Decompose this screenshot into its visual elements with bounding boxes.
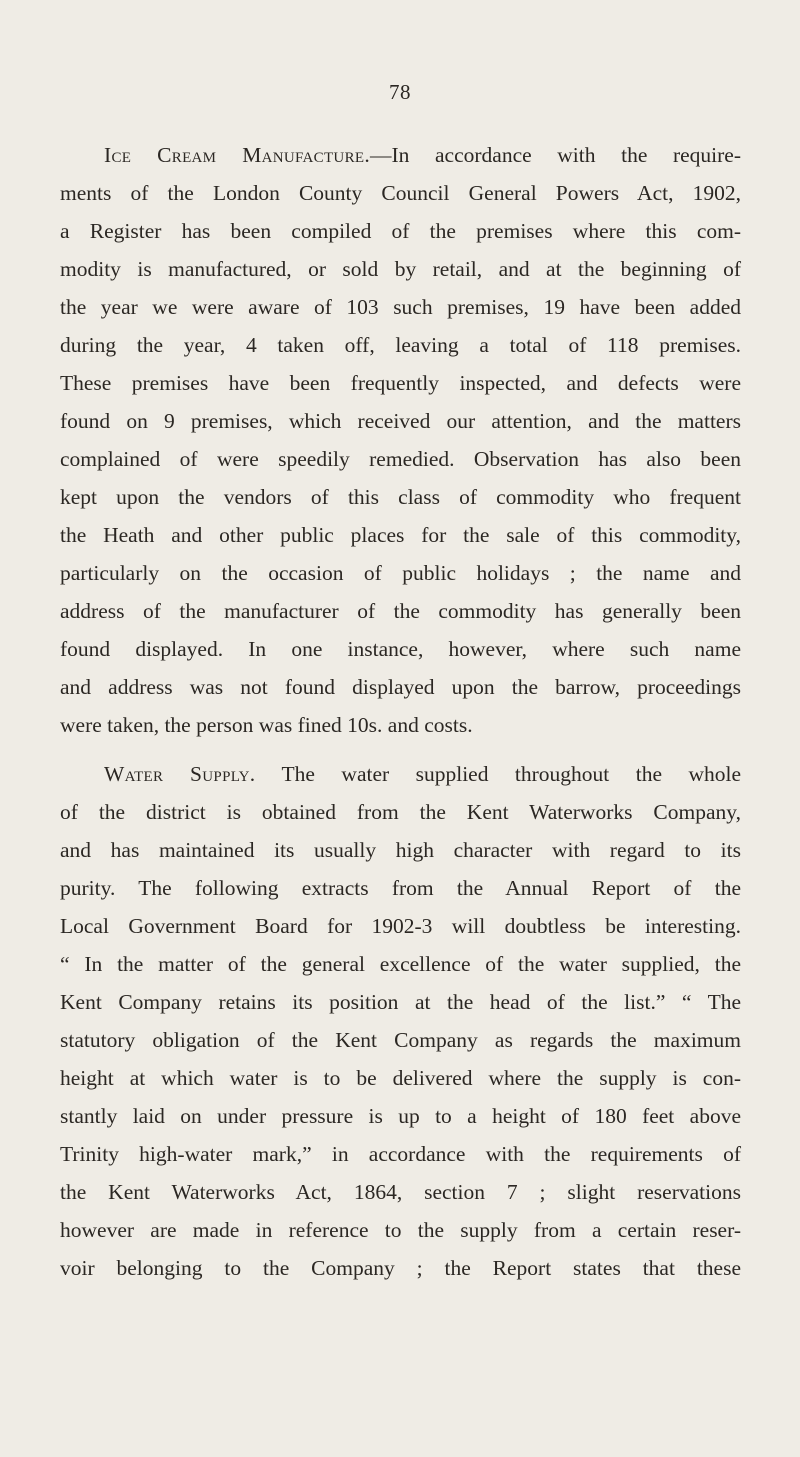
paragraph-line: Trinity high-water mark,” in accordance with the requirements of bbox=[60, 1142, 741, 1166]
paragraph-line: These premises have been frequently inspected, and defects were bbox=[60, 371, 741, 395]
paragraph-line: found on 9 premises, which received our attention, and the matters bbox=[60, 409, 741, 433]
paragraph-line: during the year, 4 taken off, leaving a total of 118 premises. bbox=[60, 333, 741, 357]
paragraph-line: and has maintained its usually high character with regard to its bbox=[60, 838, 741, 862]
paragraph-line: found displayed. In one instance, however, where such name bbox=[60, 637, 741, 661]
paragraph-line: purity. The following extracts from the Annual Report of the bbox=[60, 876, 741, 900]
paragraph-line: address of the manufacturer of the commodity has generally been bbox=[60, 599, 741, 623]
paragraph-line: voir belonging to the Company ; the Report states that these bbox=[60, 1256, 741, 1280]
paragraph-line: height at which water is to be delivered where the supply is con- bbox=[60, 1066, 741, 1090]
paragraph-line: modity is manufactured, or sold by retail, and at the beginning of bbox=[60, 257, 741, 281]
paragraph-line: were taken, the person was fined 10s. and costs. bbox=[60, 713, 473, 737]
paragraph-line: ments of the London County Council General Powers Act, 1902, bbox=[60, 181, 741, 205]
paragraph-line: complained of were speedily remedied. Observation has also been bbox=[60, 447, 741, 471]
paragraph-line: and address was not found displayed upon the barrow, proceedings bbox=[60, 675, 741, 699]
paragraph-line: however are made in reference to the supply from a certain reser- bbox=[60, 1218, 741, 1242]
paragraph-line: “ In the matter of the general excellence of the water supplied, the bbox=[60, 952, 741, 976]
paragraph-line: the Kent Waterworks Act, 1864, section 7 ; slight reservations bbox=[60, 1180, 741, 1204]
section-heading: Water Supply. bbox=[104, 762, 256, 786]
paragraph-line: particularly on the occasion of public holidays ; the name and bbox=[60, 561, 741, 585]
paragraph-line bbox=[104, 140, 741, 170]
line-text: The water supplied throughout the whole bbox=[255, 762, 741, 786]
paragraph-line: kept upon the vendors of this class of commodity who frequent bbox=[60, 485, 741, 509]
paragraph-line: Local Government Board for 1902-3 will doubtless be interesting. bbox=[60, 914, 741, 938]
paragraph-line: stantly laid on under pressure is up to a height of 180 feet above bbox=[60, 1104, 741, 1128]
line-text: —In accordance with the require- bbox=[370, 143, 741, 167]
paragraph-line: a Register has been compiled of the premises where this com- bbox=[60, 219, 741, 243]
paragraph-line: the Heath and other public places for the sale of this commodity, bbox=[60, 523, 741, 547]
paragraph-line: statutory obligation of the Kent Company as regards the maximum bbox=[60, 1028, 741, 1052]
section-heading: Ice Cream Manufacture. bbox=[104, 143, 371, 167]
paragraph-line: of the district is obtained from the Kent Waterworks Company, bbox=[60, 800, 741, 824]
paragraph-line: Kent Company retains its position at the head of the list.” “ The bbox=[60, 990, 741, 1014]
paragraph-line bbox=[104, 759, 741, 789]
page-number: 78 bbox=[389, 80, 411, 104]
paragraph-line: the year we were aware of 103 such premises, 19 have been added bbox=[60, 295, 741, 319]
